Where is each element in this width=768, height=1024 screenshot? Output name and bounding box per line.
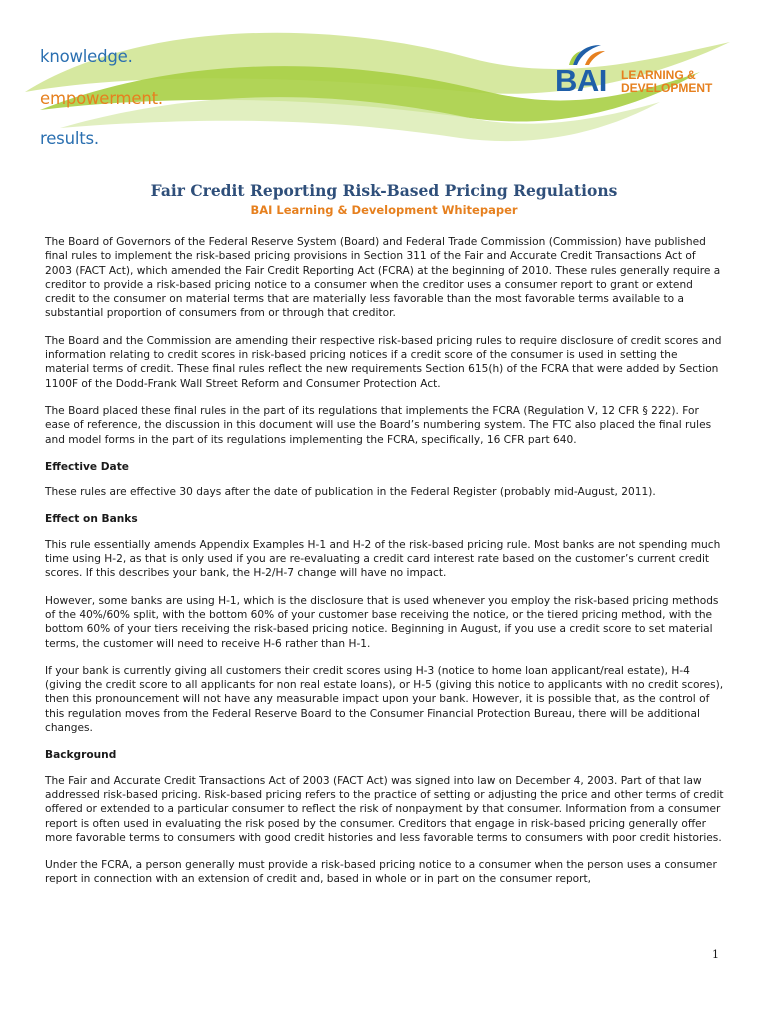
background-paragraph-1: The Fair and Accurate Credit Transactions Act of 2003 (FACT Act) was signed into law on December 4, 2003. Part of that law addressed risk-based pricing. Risk-based pricing refers to the practice of setting or adjusting the price and other terms of credit offered or extended to a particular consumer to reflect the risk of nonpayment by that consumer. Information from a consumer report is often used in evaluating the risk posed by the consumer. Creditors that engage in risk-based pricing generally offer more favorable terms to consumers with good credit histories and less favorable terms to consumers with poor credit histories.	[45, 774, 724, 844]
tagline-results: results.	[40, 129, 99, 148]
tagline-empowerment: empowerment.	[40, 89, 163, 108]
effect-paragraph-2: However, some banks are using H-1, which is the disclosure that is used whenever you employ the risk-based pricing methods of the 40%/60% split, with the bottom 60% of your customer base receiving the notice, or the tiered pricing method, with the bottom 60% of your tiers receiving the risk-based pricing notice. Beginning in August, if you use a credit score to set material terms, the customer will need to receive H-6 rather than H-1.	[45, 594, 719, 650]
document-title: Fair Credit Reporting Risk-Based Pricing Regulations	[150, 181, 618, 200]
logo-sub-line-1: LEARNING &	[621, 68, 696, 82]
logo-sub-line-2: DEVELOPMENT	[621, 81, 713, 95]
background-paragraph-2: Under the FCRA, a person generally must provide a risk-based pricing notice to a consumer when the person uses a consumer report in connection with an extension of credit and, based in whole or in part on the consumer report,	[45, 859, 717, 886]
intro-paragraph-2: The Board and the Commission are amending their respective risk-based pricing rules to require disclosure of credit scores and information relating to credit scores in risk-based pricing notices if a credit score of the consumer is used in setting the material terms of credit. These final rules reflect the new requirements Section 615(h) of the FCRA that were added by Section 1100F of the Dodd-Frank Wall Street Reform and Consumer Protection Act.	[45, 334, 722, 390]
document-body	[45, 235, 725, 900]
section-heading-effective-date: Effective Date	[45, 460, 129, 473]
effective-date-paragraph: These rules are effective 30 days after the date of publication in the Federal Register (probably mid-August, 2011).	[45, 486, 656, 499]
page-number: 1	[712, 948, 719, 961]
bai-logo-text: BAI	[555, 63, 607, 98]
section-heading-background: Background	[45, 749, 117, 762]
section-heading-effect-on-banks: Effect on Banks	[45, 513, 138, 526]
bai-logo	[553, 43, 738, 103]
tagline-knowledge: knowledge.	[40, 47, 133, 66]
intro-paragraph-3: The Board placed these final rules in the part of its regulations that implements the FCRA (Regulation V, 12 CFR § 222). For ease of reference, the discussion in this document will use the Board’s numbering system. The FTC also placed the final rules and model forms in the part of its regulations implementing the FCRA, specifically, 16 CFR part 640.	[45, 404, 712, 446]
document-subtitle: BAI Learning & Development Whitepaper	[250, 203, 518, 217]
effect-paragraph-3: If your bank is currently giving all customers their credit scores using H-3 (notice to home loan applicant/real estate), H-4 (giving the credit score to all applicants for non real estate loans), or H-5 (giving this notice to applicants with no credit scores), then this pronouncement will not have any measurable impact upon your bank. However, it is possible that, as the control of this regulation moves from the Federal Reserve Board to the Consumer Financial Protection Bureau, there will be additional changes.	[45, 664, 724, 735]
intro-paragraph-1: The Board of Governors of the Federal Reserve System (Board) and Federal Trade Commission (Commission) have published final rules to implement the risk-based pricing provisions in Section 311 of the Fair and Accurate Credit Transactions Act of 2003 (FACT Act), which amended the Fair Credit Reporting Act (FCRA) at the beginning of 2010. These rules generally require a creditor to provide a risk-based pricing notice to a consumer when the creditor uses a consumer report to grant or extend credit to the consumer on material terms that are materially less favorable than the most favorable terms available to a substantial proportion of consumers from or through that creditor.	[45, 236, 721, 320]
bai-logo-subtitle	[621, 69, 712, 95]
effect-paragraph-1: This rule essentially amends Appendix Examples H-1 and H-2 of the risk-based pricing rule. Most banks are not spending much time using H-2, as that is only used if you are re-evaluating a credit card interest rate based on the customer’s current credit scores. If this describes your bank, the H-2/H-7 change will have no impact.	[45, 538, 721, 580]
page-header	[0, 0, 768, 170]
